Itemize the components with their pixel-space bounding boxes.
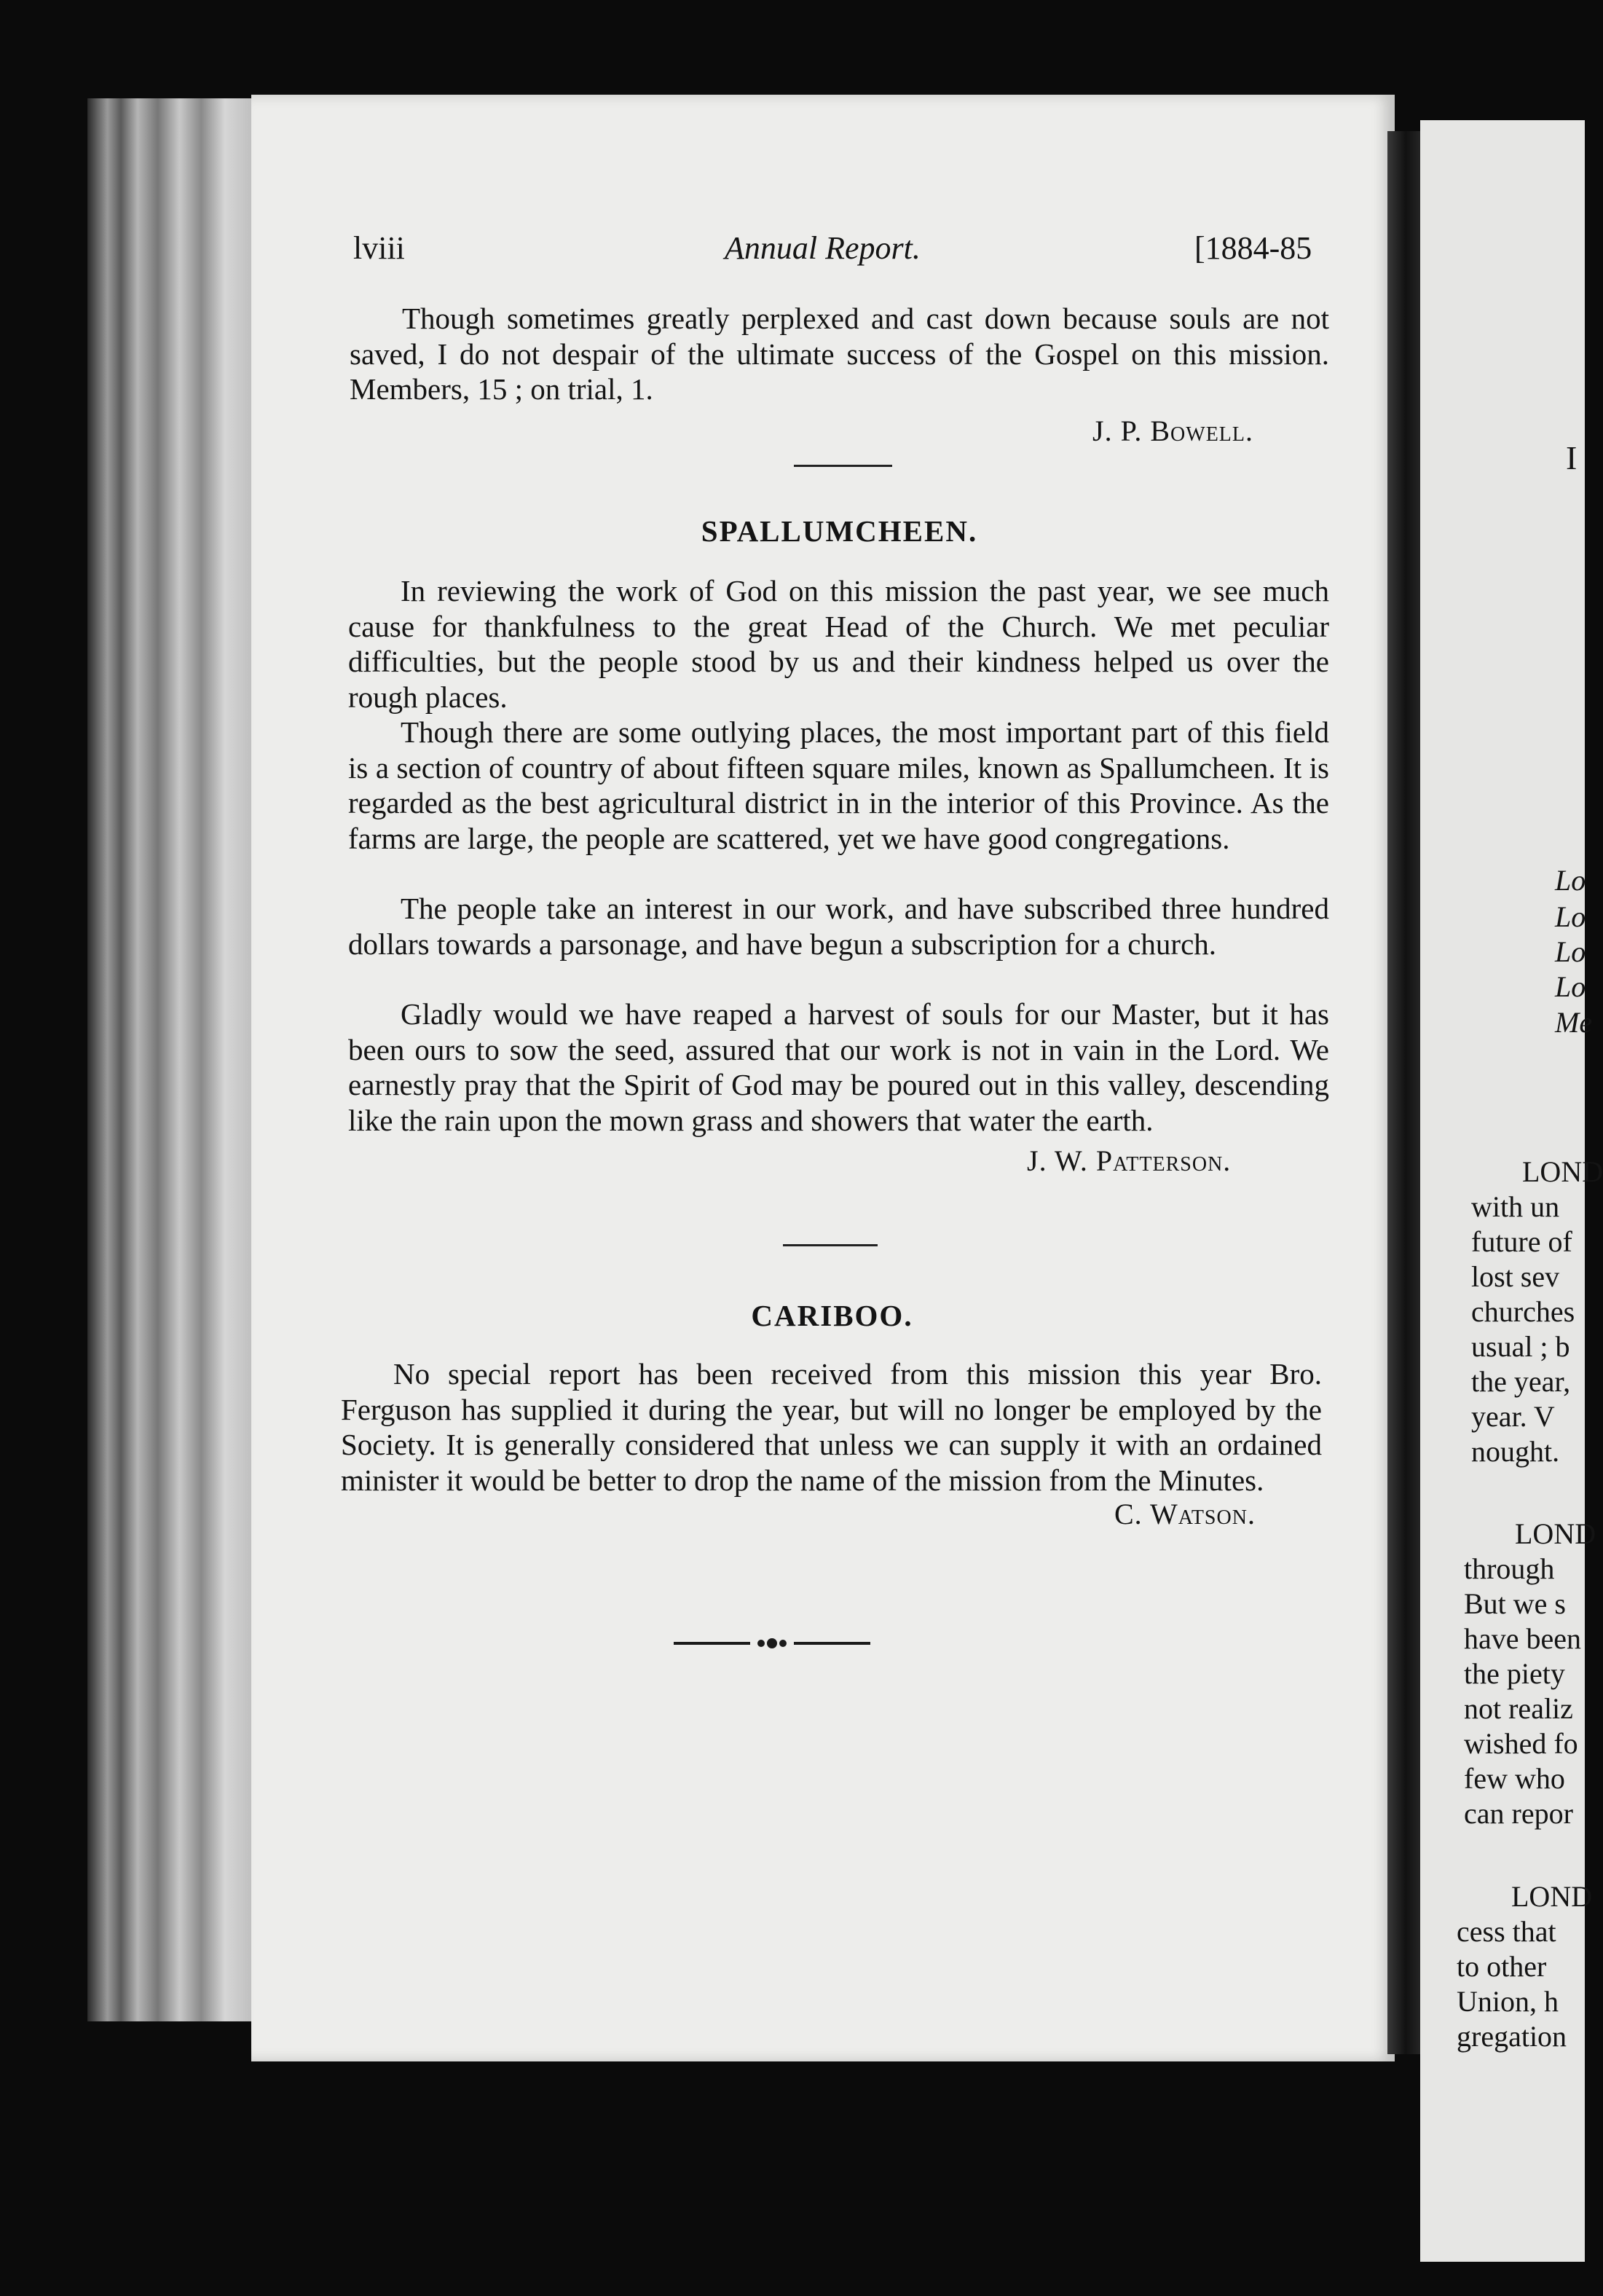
right-italic-line: Me [1555, 1006, 1593, 1039]
right-block1-line: with un [1471, 1190, 1560, 1223]
right-italic-line: Lo [1555, 864, 1586, 897]
bowell-paragraph: Though sometimes greatly perplexed and cast down because souls are not saved, I do not despair of the ultimate success of the Gospel on this mission. Members, 15 ; on trial, 1. [350, 302, 1329, 406]
cariboo-paragraph: No special report has been received from this mission this year Bro. Ferguson has supplied it during the year, but will no longer be employed by the Society. It is generally considered that unless we can supply it with an ordained minister it would be better to drop the name of the mission from the Minutes. [341, 1357, 1322, 1497]
spallumcheen-paragraph-1: In reviewing the work of God on this mission the past year, we see much cause for thankfulness to the great Head of the Church. We met peculiar difficulties, but the people stood by us and their kindness helped us over the rough places. [348, 574, 1329, 714]
right-block1-line: LOND [1522, 1155, 1603, 1188]
right-block2-line: not realiz [1464, 1692, 1573, 1725]
book-page-edges [87, 98, 255, 2021]
page-number: lviii [353, 230, 405, 266]
cariboo-heading: CARIBOO. [751, 1299, 913, 1332]
right-block3-line: to other [1457, 1950, 1547, 1983]
right-block1-line: nought. [1471, 1435, 1560, 1468]
right-block1-line: the year, [1471, 1365, 1571, 1398]
running-title: Annual Report. [725, 230, 921, 266]
right-block2-line: But we s [1464, 1587, 1566, 1620]
year-range: [1884-85 [1194, 230, 1312, 266]
right-block2-line: can repor [1464, 1797, 1573, 1830]
spallumcheen-paragraph-3: The people take an interest in our work, and have subscribed three hundred dollars towards a parsonage, and have begun a subscription for a church. [348, 892, 1329, 961]
right-block1-line: usual ; b [1471, 1330, 1570, 1363]
right-block2-line: few who [1464, 1762, 1565, 1795]
right-italic-line: Lo [1555, 970, 1586, 1003]
spallumcheen-signature: J. W. Patterson. [1027, 1144, 1232, 1177]
right-block2-line: the piety [1464, 1657, 1565, 1690]
book-gutter [1387, 131, 1424, 2054]
right-block2-line: LOND [1515, 1517, 1596, 1550]
spallumcheen-paragraph-4: Gladly would we have reaped a harvest of souls for our Master, but it has been ours to sow the seed, assured that our work is not in vain in the Lord. We earnestly pray that the Spirit of God may be poured out in this valley, descending like the rain upon the mown grass and showers that water the earth. [348, 997, 1329, 1137]
cariboo-signature: C. Watson. [1114, 1498, 1256, 1530]
bowell-signature: J. P. Bowell. [1092, 414, 1254, 447]
right-block3-line: LOND [1511, 1880, 1593, 1913]
spallumcheen-heading: SPALLUMCHEEN. [701, 514, 978, 548]
right-block3-line: cess that [1457, 1915, 1556, 1948]
section-divider [783, 1244, 878, 1246]
right-block1-line: churches [1471, 1295, 1575, 1328]
right-block3-line: gregation [1457, 2020, 1567, 2053]
right-block2-line: through [1464, 1552, 1555, 1585]
right-block3-line: Union, h [1457, 1985, 1559, 2018]
right-italic-line: Lo [1555, 900, 1586, 933]
right-block2-line: have been [1464, 1622, 1582, 1655]
right-block1-line: future of [1471, 1225, 1572, 1258]
right-block2-line: wished fo [1464, 1727, 1578, 1760]
right-italic-line: Lo [1555, 935, 1586, 968]
ornament-divider [674, 1636, 870, 1654]
ornament-icon [674, 1636, 870, 1651]
right-block1-line: year. V [1471, 1400, 1555, 1433]
section-divider [794, 465, 892, 467]
spallumcheen-paragraph-2: Though there are some outlying places, the most important part of this field is a section of country of about fifteen square miles, known as Spallumcheen. It is regarded as the best agricultural district in in the interior of this Province. As the farms are large, the people are scattered, yet we have good congregations. [348, 715, 1329, 855]
right-block1-line: lost sev [1471, 1260, 1560, 1293]
right-page-letter: I [1566, 439, 1578, 476]
